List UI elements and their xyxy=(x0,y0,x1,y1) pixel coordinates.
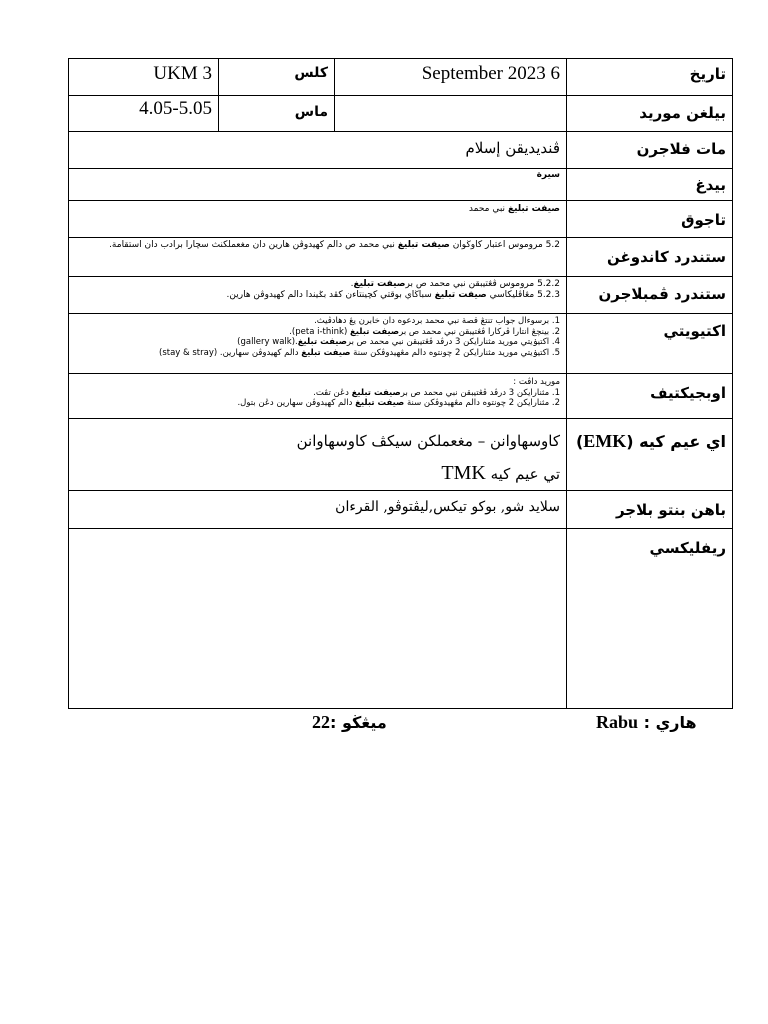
act-line4-b: .(gallery walk) xyxy=(237,337,298,347)
field-label: بيدغ xyxy=(567,169,733,201)
obj-line1-a: 1. مثنارايكن 3 درڤد ڤڠتيبقن نبي محمد ص بر xyxy=(400,387,560,398)
topic-value xyxy=(69,201,567,238)
obj-line2-bold: صيفت تبليغ xyxy=(355,398,405,408)
row-emk xyxy=(69,419,733,491)
obj-line2-a: 2. مثنارايكن 2 چونتوه دالم مڠهيدوڤكن سنة xyxy=(404,398,560,408)
act-line2-a: 2. بينچڠ انتارا ڤركارا ڤڠتيبقن نبي محمد ص بر xyxy=(399,326,560,337)
emk-value xyxy=(69,419,567,491)
act-line4-bold: صيفت تبليغ xyxy=(297,337,347,347)
objectives-label: اوبجيكتيف xyxy=(567,374,733,419)
ls-line-1 xyxy=(75,279,560,290)
obj-line1-bold: صيفت تبليغ xyxy=(351,387,401,398)
subject-label: مات فلاجرن xyxy=(567,132,733,169)
cs-text-b: نبي محمد ص دالم كهيدوڤن هارين دان مغعملكنث سچارا برادب دان استقامة. xyxy=(109,240,398,250)
act-line-1: 1. برسوءال جواب تنتڠ قصة نبي محمد بردعوه دان خابرن يڠ دهادڤيث. xyxy=(314,316,560,326)
ls-line1-a: 5.2.2 مروموس ڤڠتيبقن نبي محمد ص بر xyxy=(405,279,560,289)
emk-label xyxy=(567,419,733,491)
reflection-value xyxy=(69,529,567,709)
subject-value: ڤنديديقن إسلام xyxy=(69,132,567,169)
emk-label-b: EMK xyxy=(583,431,627,451)
topic-bold: صيفت تبليغ xyxy=(507,204,560,214)
footer-week xyxy=(312,712,387,733)
obj-line-2 xyxy=(75,398,560,409)
learning-standard-value xyxy=(69,277,567,314)
materials-value: سلايد شو, بوكو تيكس,ليڤتوڤو, القرءان xyxy=(69,491,567,529)
row-subject xyxy=(69,132,733,169)
topic-label: تاجوق xyxy=(567,201,733,238)
activities-value xyxy=(69,314,567,374)
emk-label-c: ) xyxy=(575,432,584,451)
cs-text-a: 5.2 مروموس اعتبار كاوڬوان xyxy=(449,240,560,250)
row-reflection xyxy=(69,529,733,709)
row-content-standard xyxy=(69,238,733,277)
time-value: 4.05-5.05 xyxy=(69,96,219,132)
ls-line2-bold: صيفت تبليغ xyxy=(434,290,487,300)
row-topic xyxy=(69,201,733,238)
row-time xyxy=(69,96,733,132)
ls-line1-bold: صيفت تبليغ xyxy=(353,279,406,289)
emk-line2-en: TMK xyxy=(441,462,486,484)
field-value: سيرة xyxy=(69,169,567,201)
emk-line2-text: تي عيم كيه xyxy=(490,465,560,483)
act-line2-bold: صيفت تبليغ xyxy=(349,326,400,337)
materials-label: باهن بنتو بلاجر xyxy=(567,491,733,529)
ls-line-2 xyxy=(75,290,560,301)
reflection-label: ريفليكسي xyxy=(567,529,733,709)
row-objectives xyxy=(69,374,733,419)
time-label: بيلغن موريد xyxy=(567,96,733,132)
topic-rest: نبي محمد xyxy=(468,204,508,214)
act-line2-b: (peta i-think). xyxy=(289,326,350,337)
act-line-2 xyxy=(75,327,560,338)
day-value: Rabu xyxy=(596,712,639,732)
act-line-4 xyxy=(75,337,560,348)
lesson-plan-table xyxy=(68,58,733,709)
class-value: UKM 3 xyxy=(69,59,219,96)
row-field xyxy=(69,169,733,201)
obj-line2-b: دالم كهيدوڤن سهارين دڠن بتول. xyxy=(237,398,356,408)
row-activities xyxy=(69,314,733,374)
time-empty-cell xyxy=(335,96,567,132)
emk-label-a: اي عيم كيه ( xyxy=(626,432,726,451)
learning-standard-label: ستندرد ڤمبلاجرن xyxy=(567,277,733,314)
act-line5-b: دالم كهيدوڤن سهارين. (stay & stray) xyxy=(159,347,302,358)
objectives-value xyxy=(69,374,567,419)
row-date xyxy=(69,59,733,96)
week-label: ميڠڬو : xyxy=(330,713,387,732)
cs-text-bold: صيفت تبليغ xyxy=(397,240,450,250)
emk-line-1: كاوسهاوانن – مغعملكن سيكڤ كاوسهاوانن xyxy=(296,432,560,450)
week-value: 22 xyxy=(312,712,330,732)
date-value: September 2023 6 xyxy=(335,59,567,96)
class-label: كلس xyxy=(219,59,335,96)
obj-intro: موريد داڤت : xyxy=(513,377,560,387)
act-line4-a: 4. اكتيۏيتي موريد مثنارايكن 3 درڤد ڤڠتيبقن نبي محمد ص بر xyxy=(346,337,560,347)
obj-line1-b: دڠن تڤت. xyxy=(313,387,352,398)
act-line5-a: 5. اكتيۏيتي موريد مثنارايكن 2 چونتوه دالم مڠهيدوڤكن سنة xyxy=(350,347,560,358)
content-standard-label: ستندرد كاندوغن xyxy=(567,238,733,277)
row-learning-standard xyxy=(69,277,733,314)
date-label: تاريخ xyxy=(567,59,733,96)
activities-label: اكتيويتي xyxy=(567,314,733,374)
content-standard-value xyxy=(69,238,567,277)
footer-day xyxy=(596,712,697,733)
act-line-5 xyxy=(75,348,560,359)
emk-line-2 xyxy=(75,457,560,490)
day-label: هاري : xyxy=(643,713,697,732)
row-materials xyxy=(69,491,733,529)
ls-line2-b: سباڬاي بوقتي كچينتاءن كڤد بݢيندا دالم كهيدوڤن هارين. xyxy=(226,290,435,300)
obj-line-1 xyxy=(75,388,560,399)
time-duration-label: ماس xyxy=(219,96,335,132)
ls-line1-b: . xyxy=(350,279,354,289)
act-line5-bold: صيفت تبليغ xyxy=(301,347,351,358)
ls-line2-a: 5.2.3 مڠاڤليكاسي xyxy=(486,290,560,300)
